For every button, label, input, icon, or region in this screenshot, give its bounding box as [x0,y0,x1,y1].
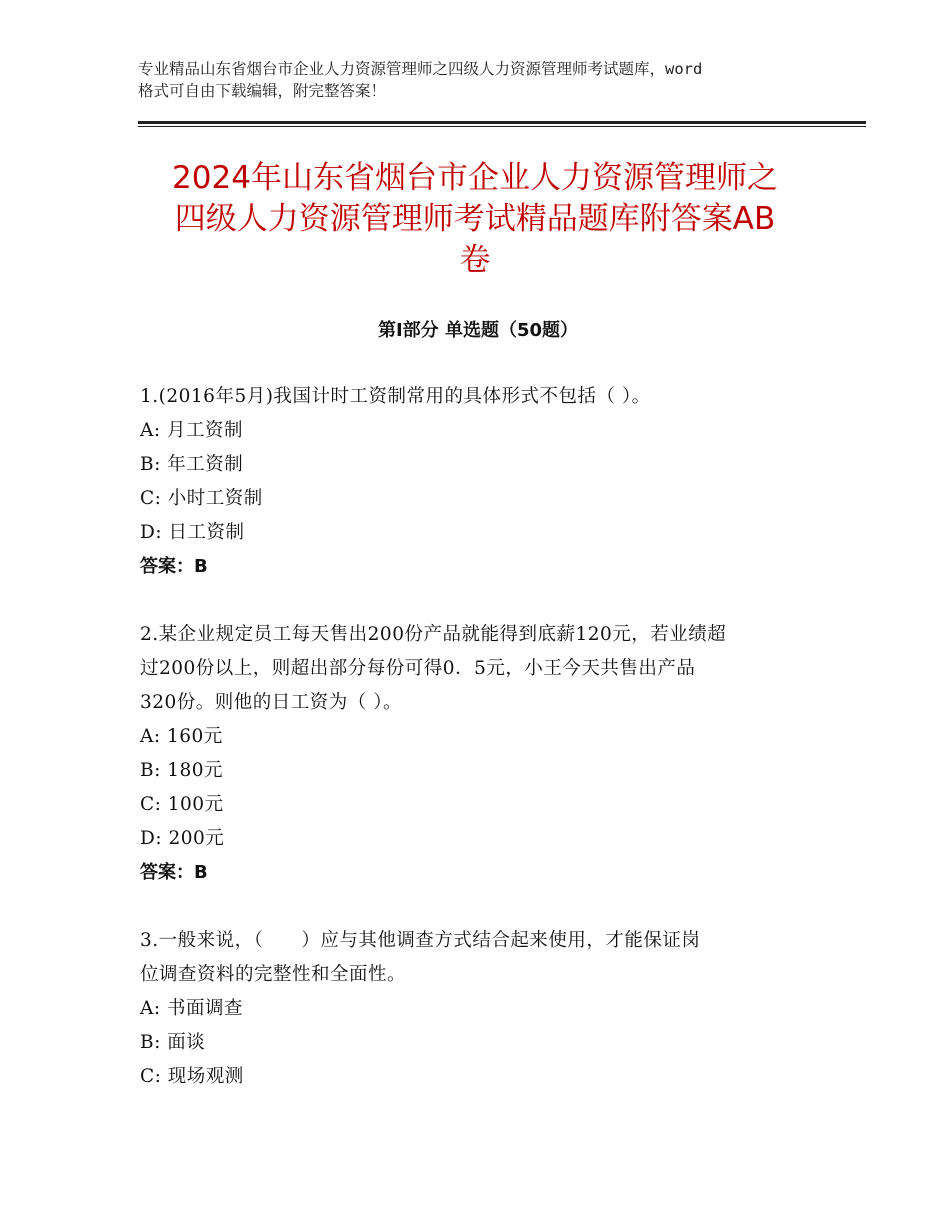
header-note-line: 专业精品山东省烟台市企业人力资源管理师之四级人力资源管理师考试题库，word [138,60,703,78]
header-note-line: 格式可自由下载编辑，附完整答案！ [138,82,387,100]
option-c: C: 小时工资制 [140,488,263,509]
option-b: B: 面谈 [140,1032,206,1053]
document-title [130,158,820,281]
question-3 [140,924,820,1094]
title-line: 四级人力资源管理师考试精品题库附答案AB [174,201,776,237]
option-b: B: 180元 [140,760,224,781]
question-stem: 2.某企业规定员工每天售出200份产品就能得到底薪120元，若业绩超 [140,624,727,645]
question-list [140,380,820,1128]
option-d: D: 200元 [140,828,225,849]
title-line: 卷 [459,242,491,278]
option-b: B: 年工资制 [140,454,244,475]
option-a: A: 月工资制 [140,420,243,441]
question-stem: 320份。则他的日工资为（ ）。 [140,692,402,713]
option-a: A: 书面调查 [140,998,243,1019]
question-stem: 过200份以上，则超出部分每份可得0．5元，小王今天共售出产品 [140,658,696,679]
option-c: C: 现场观测 [140,1066,244,1087]
title-line: 2024年山东省烟台市企业人力资源管理师之 [172,160,778,196]
section-title: 第Ⅰ部分 单选题（50题） [377,320,578,341]
answer: 答案：B [140,556,208,577]
header-divider-thin [138,126,866,127]
header-divider [138,121,866,124]
question-1 [140,380,820,584]
option-c: C: 100元 [140,794,224,815]
option-d: D: 日工资制 [140,522,245,543]
question-2 [140,618,820,890]
answer: 答案：B [140,862,208,883]
question-stem: 位调查资料的完整性和全面性。 [140,964,407,985]
option-a: A: 160元 [140,726,223,747]
question-stem: 3.一般来说，（ ）应与其他调查方式结合起来使用，才能保证岗 [140,930,701,951]
header-note [138,58,828,102]
question-stem: 1.(2016年5月)我国计时工资制常用的具体形式不包括（ ）。 [140,386,651,407]
